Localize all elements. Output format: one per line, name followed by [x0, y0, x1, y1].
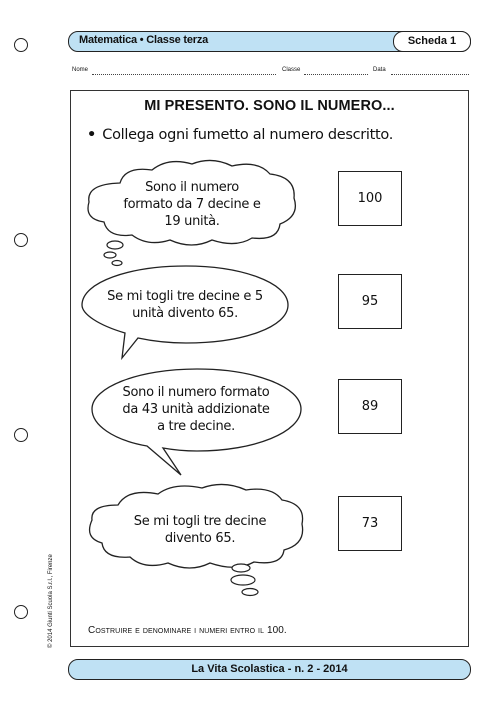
thought-dot	[232, 564, 250, 572]
page-title: MI PRESENTO. SONO IL NUMERO...	[144, 98, 395, 114]
copyright: © 2014 Giunti Scuola S.r.l., Firenze	[48, 554, 54, 648]
number-box-89[interactable]: 89	[338, 379, 402, 434]
name-label: Nome	[72, 67, 89, 73]
bubble-text-2: Se mi togli tre decine e 5 unità divento 65.	[107, 289, 263, 321]
bullet: •	[87, 127, 96, 143]
thought-dot	[231, 575, 255, 585]
instruction-text: Collega ogni fumetto al numero descritto.	[102, 127, 394, 143]
number-box-100[interactable]: 100	[338, 171, 402, 226]
bubble-text-3: Sono il numero formato da 43 unità addizionate a tre decine.	[122, 385, 270, 434]
footer-bar: La Vita Scolastica - n. 2 - 2014	[68, 659, 471, 680]
subject-title: Matematica • Classe terza	[79, 34, 209, 46]
thought-dot	[242, 589, 258, 596]
date-label: Data	[373, 67, 386, 73]
sheet-number: Scheda 1	[393, 31, 471, 52]
number-box-73[interactable]: 73	[338, 496, 402, 551]
bubble-text-1: Sono il numero formato da 7 decine e 19 unità.	[123, 180, 261, 229]
number-box-95[interactable]: 95	[338, 274, 402, 329]
bubble-text-4: Se mi togli tre decine divento 65.	[133, 514, 267, 546]
thought-dot	[112, 261, 122, 266]
class-label: Classe	[282, 67, 301, 73]
thought-dot	[104, 252, 116, 258]
footnote: Costruire e denominare i numeri entro il 100.	[88, 625, 287, 636]
thought-dot	[107, 241, 123, 249]
